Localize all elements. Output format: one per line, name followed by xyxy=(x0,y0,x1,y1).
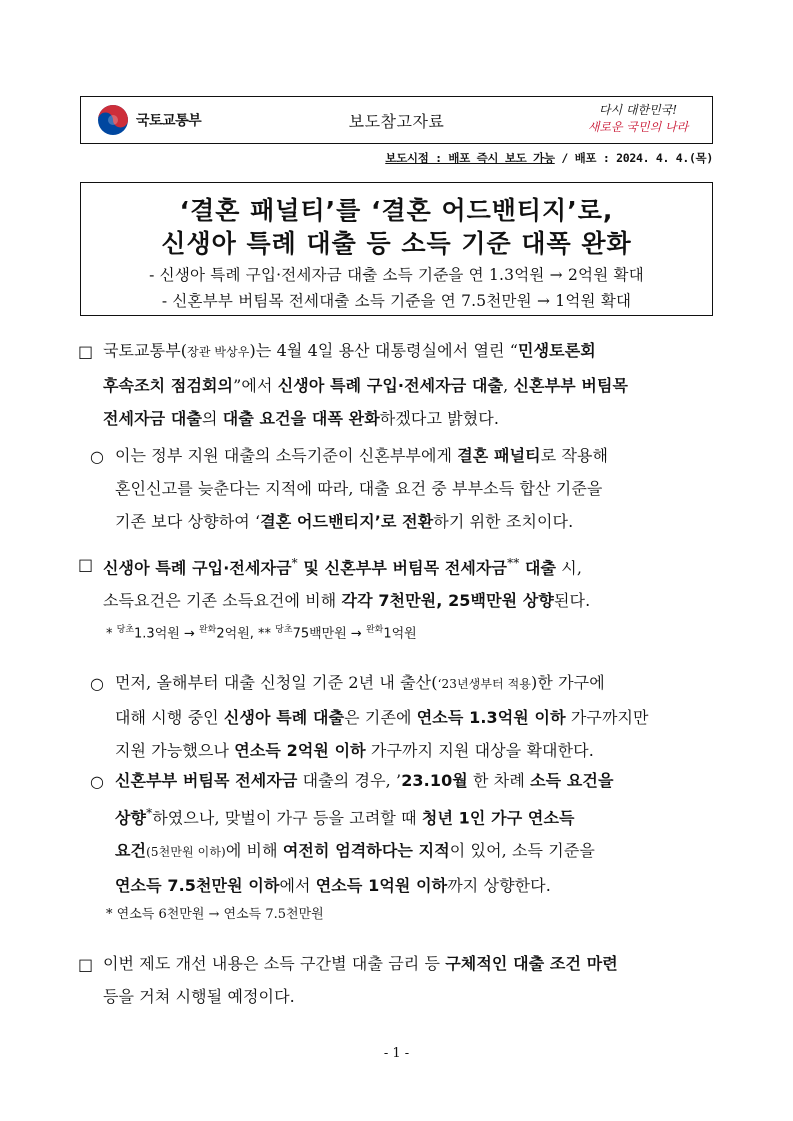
text: 신생아 특례 대출 xyxy=(223,708,345,727)
subtitle-line1: - 신생아 특례 구입·전세자금 대출 소득 기준을 연 1.3억원 → 2억원 확대 xyxy=(149,266,644,284)
text: 연소득 1억원 이하 xyxy=(315,876,448,896)
paragraph-3 xyxy=(103,947,723,1013)
p3-line1 xyxy=(103,947,723,980)
text: 된다. xyxy=(553,591,591,611)
text: 신생아 특례 구입·전세자금 xyxy=(103,558,292,578)
paragraph-2b xyxy=(115,764,725,902)
text: 먼저, 올해부터 대출 신청일 기준 2년 내 출산( xyxy=(115,673,438,692)
text: 장관 박상우 xyxy=(187,345,250,359)
text: 가구까지만 xyxy=(565,708,649,727)
text: 이 있어, 소득 기준을 xyxy=(449,841,595,861)
title-line2: 신생아 특례 대출 등 소득 기준 대폭 완화 xyxy=(161,229,632,258)
text: , xyxy=(503,376,514,395)
text: 결혼 패널티 xyxy=(457,446,541,465)
text: 민생토론회 xyxy=(518,341,596,360)
text: ** xyxy=(507,556,520,570)
release-timing: 보도시점 : 배포 즉시 보도 가능 xyxy=(385,151,555,165)
text: 하였으나, 맞벌이 가구 등을 고려할 때 xyxy=(152,808,422,828)
text: 은 기존에 xyxy=(344,708,417,727)
text: ‘23년생부터 적용 xyxy=(437,677,532,691)
text: 가구까지 지원 대상을 확대한다. xyxy=(365,741,594,760)
paragraph-2 xyxy=(103,547,723,617)
text: 1억원 xyxy=(383,626,417,642)
bullet-circle: ○ xyxy=(90,674,104,693)
text: 요건 xyxy=(115,841,147,861)
p1-line3 xyxy=(103,402,723,435)
p2-line1 xyxy=(103,547,723,584)
text: 23.10월 xyxy=(401,771,468,790)
text: 각각 7천만원, 25백만원 상향 xyxy=(341,591,554,611)
bullet-circle: ○ xyxy=(90,772,104,791)
text: 이번 제도 개선 내용은 소득 구간별 대출 금리 등 xyxy=(103,954,446,973)
p2b-line3 xyxy=(115,834,725,869)
bullet-square: □ xyxy=(78,342,94,361)
text: 시, xyxy=(556,558,583,578)
text: 에서 xyxy=(279,876,316,896)
subtitle-line2: - 신혼부부 버팀목 전세대출 소득 기준을 연 7.5천만원 → 1억원 확대 xyxy=(161,292,632,310)
text: 지원 가능했으나 xyxy=(115,741,235,760)
text: * xyxy=(291,556,298,570)
text: 결혼 어드밴티지’로 전환 xyxy=(260,512,434,531)
p2a-line1 xyxy=(115,666,725,701)
text: 2억원, ** xyxy=(216,626,276,642)
p2a-line3 xyxy=(115,734,725,767)
p2-line2 xyxy=(103,584,723,617)
text: (5천만원 이하) xyxy=(146,845,226,860)
text: 연소득 2억원 이하 xyxy=(234,741,366,760)
text: 연소득 7.5천만원 이하 xyxy=(115,876,280,896)
footnote-2: * 연소득 6천만원 → 연소득 7.5천만원 xyxy=(106,907,324,922)
paragraph-1a xyxy=(115,439,725,538)
p1a-line3 xyxy=(115,505,725,538)
text: 75백만원 → xyxy=(292,626,366,642)
text: 청년 1인 가구 연소득 xyxy=(421,808,575,828)
text: 하기 위한 조치이다. xyxy=(433,512,574,531)
text: 하겠다고 밝혔다. xyxy=(379,409,500,428)
p2b-line1 xyxy=(115,764,725,797)
page-number: - 1 - xyxy=(383,1046,410,1061)
text: 로 작용해 xyxy=(540,446,609,465)
text: 1.3억원 → xyxy=(134,626,199,642)
text: 여전히 엄격하다는 지적 xyxy=(282,841,450,861)
text: 소득 요건을 xyxy=(530,771,614,790)
slogan xyxy=(572,102,704,136)
p2b-line4 xyxy=(115,869,725,902)
p2a-line2 xyxy=(115,701,725,734)
document-type: 보도참고자료 xyxy=(348,112,445,131)
text: 전세자금 대출 xyxy=(103,409,203,428)
text: 기존 보다 상향하여 ‘ xyxy=(115,512,261,531)
text: 대출의 경우, ’ xyxy=(297,771,402,790)
bullet-square: □ xyxy=(78,555,94,574)
text: 한 차례 xyxy=(467,771,531,790)
text: 신생아 특례 구입·전세자금 대출 xyxy=(277,376,504,395)
text: )는 4월 4일 용산 대통령실에서 열린 “ xyxy=(249,341,519,360)
text: 신혼부부 버팀목 xyxy=(513,376,629,395)
release-info xyxy=(385,150,713,166)
text: 후속조치 점검회의 xyxy=(103,376,234,395)
slogan-line1: 다시 대한민국! xyxy=(598,103,678,117)
text: 신혼부부 버팀목 전세자금 xyxy=(115,771,298,790)
paragraph-1 xyxy=(103,334,723,435)
text: 의 xyxy=(202,409,223,428)
p3-line2: 등을 거쳐 시행될 예정이다. xyxy=(103,987,295,1006)
footnote-1 xyxy=(106,622,417,641)
bullet-circle: ○ xyxy=(90,447,104,466)
text: 이는 정부 지원 대출의 소득기준이 신혼부부에게 xyxy=(115,446,458,465)
text: 국토교통부( xyxy=(103,341,188,360)
ministry-name: 국토교통부 xyxy=(136,113,202,129)
p2b-line2 xyxy=(115,797,725,834)
header-box xyxy=(80,96,713,144)
text: 당초 xyxy=(116,625,135,635)
text: 완화 xyxy=(198,625,217,635)
text: 구체적인 대출 조건 마련 xyxy=(445,954,618,973)
bullet-square: □ xyxy=(78,955,94,974)
text: 소득요건은 기존 소득요건에 비해 xyxy=(103,591,342,611)
paragraph-2a xyxy=(115,666,725,767)
slogan-line2: 새로운 국민의 나라 xyxy=(587,120,689,134)
text: * xyxy=(106,626,117,642)
text: 연소득 1.3억원 이하 xyxy=(416,708,566,727)
text: 당초 xyxy=(275,625,293,635)
text: * xyxy=(146,806,153,820)
text: 대출 요건을 대폭 완화 xyxy=(222,409,380,428)
text: 및 신혼부부 버팀목 전세자금 xyxy=(297,558,508,578)
release-date: / 배포 : 2024. 4. 4.(목) xyxy=(554,151,713,165)
p1-line2 xyxy=(103,369,723,402)
title-box xyxy=(80,182,713,316)
text: 대출 xyxy=(519,558,557,578)
text: 까지 상향한다. xyxy=(447,876,551,896)
text: 대해 시행 중인 xyxy=(115,708,224,727)
p1-line1 xyxy=(103,334,723,369)
text: )한 가구에 xyxy=(531,673,605,692)
p1a-line1 xyxy=(115,439,725,472)
text: 상향 xyxy=(115,808,147,828)
text: ”에서 xyxy=(233,376,278,395)
text: 완화 xyxy=(365,625,384,635)
p1a-line2: 혼인신고를 늦춘다는 지적에 따라, 대출 요건 중 부부소득 합산 기준을 xyxy=(115,479,603,498)
title-line1: ‘결혼 패널티’를 ‘결혼 어드밴티지’로, xyxy=(179,196,614,225)
text: 에 비해 xyxy=(225,841,283,861)
